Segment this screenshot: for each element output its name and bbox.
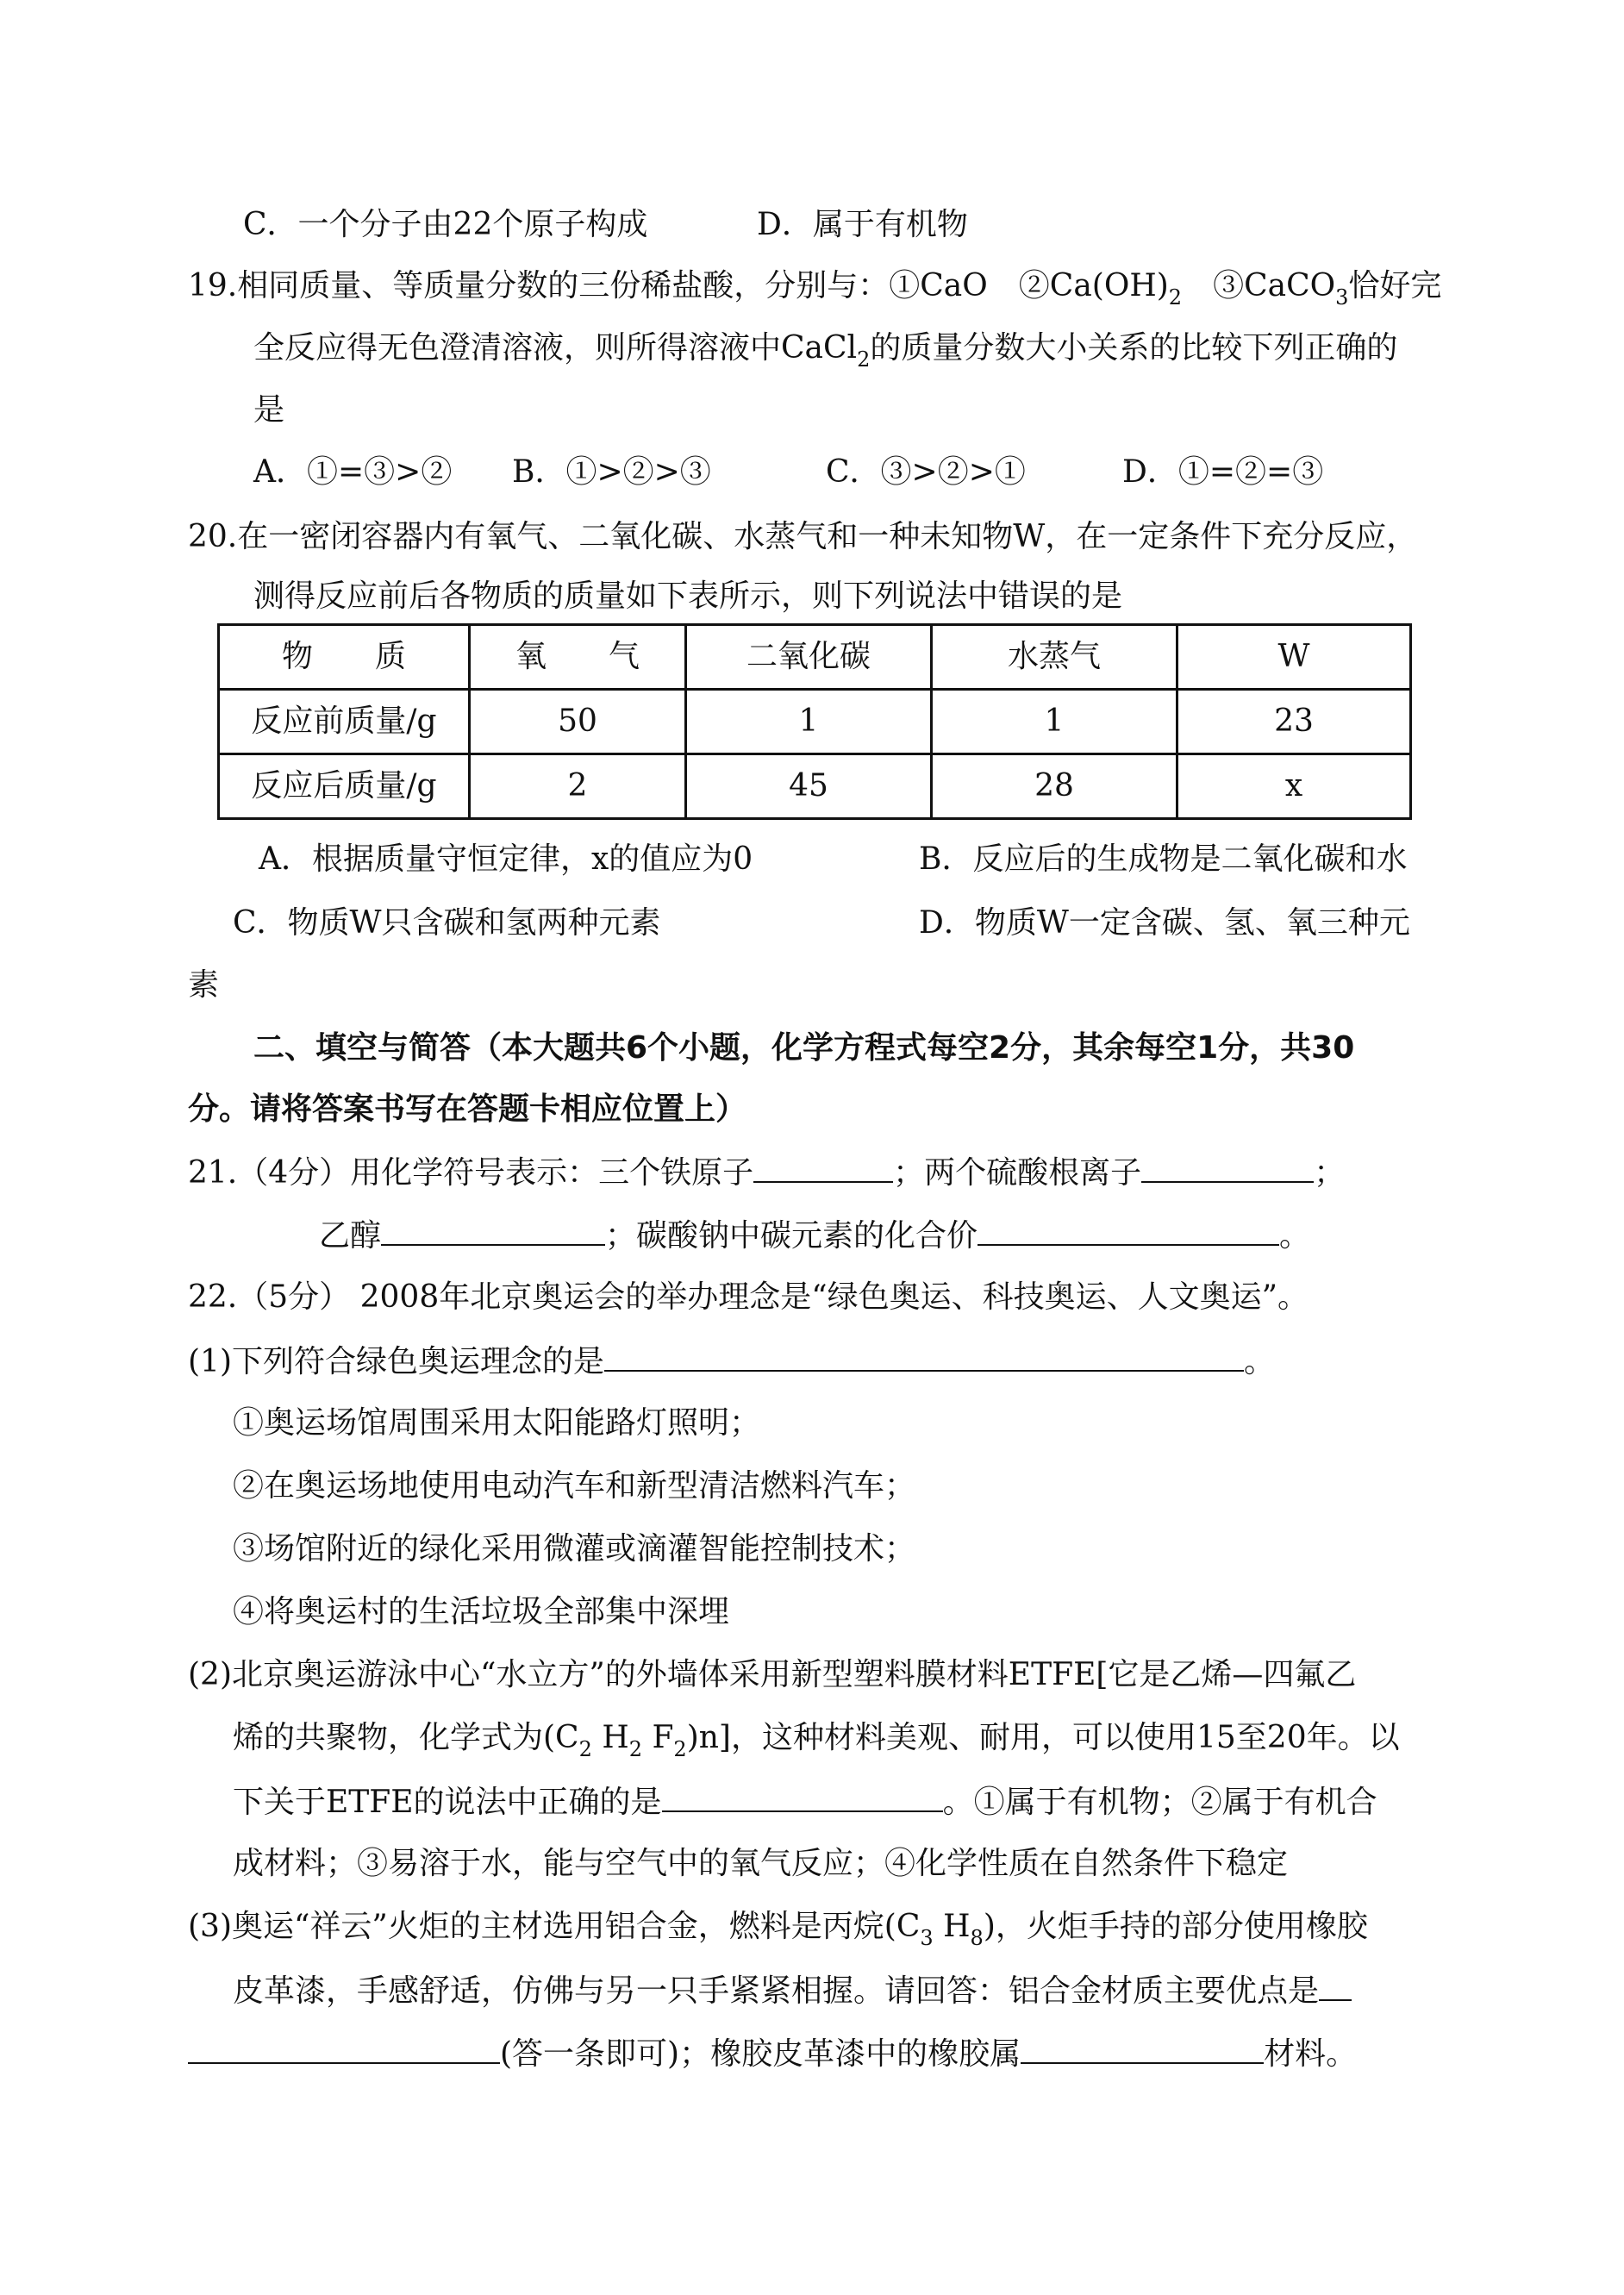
section-2-title-cont: 分。请将答案书写在答题卡相应位置上）: [188, 1091, 747, 1127]
q19-line2-b: 的质量分数大小关系的比较下列正确的: [870, 330, 1398, 366]
q22-item-4: ④将奥运村的生活垃圾全部集中深埋: [233, 1594, 730, 1629]
q19-line2-a: 全反应得无色澄清溶液，则所得溶液中CaCl: [253, 330, 858, 366]
q22-part1-text: (1)下列符合绿色奥运理念的是: [188, 1344, 604, 1379]
q20-stem-line1: 20.在一密闭容器内有氧气、二氧化碳、水蒸气和一种未知物W，在一定条件下充分反应，: [188, 519, 1418, 554]
table-header-cell: 氧 气: [470, 625, 686, 690]
q19-option-a: A．①=③>②: [253, 454, 453, 490]
q22-part2-line3: [233, 1781, 1377, 1823]
q22-blank-rubber-type[interactable]: [1021, 2033, 1264, 2064]
table-header-cell: 物 质: [219, 625, 470, 690]
q22-p3-sub1: 3: [920, 1926, 934, 1950]
q21-line2: [319, 1215, 1310, 1256]
q21-text-f: 。: [1279, 1218, 1311, 1254]
q21-text-b: ；两个硫酸根离子: [893, 1155, 1142, 1191]
q20-option-c: C．物质W只含碳和氢两种元素: [233, 905, 661, 941]
table-cell: 反应后质量/g: [219, 754, 470, 819]
table-header-cell: 水蒸气: [932, 625, 1177, 690]
q19-stem-b: ③CaCO: [1182, 268, 1336, 303]
q21-blank-carbon-valence[interactable]: [978, 1215, 1279, 1246]
q19-sub1: 2: [1168, 285, 1183, 310]
table-cell: 1: [932, 690, 1177, 754]
q21-text-a: 21.（4分）用化学符号表示：三个铁原子: [188, 1155, 754, 1191]
q22-item-3: ③场馆附近的绿化采用微灌或滴灌智能控制技术；: [233, 1531, 916, 1566]
q22-p3-text-b: H: [933, 1909, 971, 1944]
table-header-row: [219, 625, 1411, 690]
table-header-cell: W: [1177, 625, 1411, 690]
q20-option-d-cont: 素: [188, 967, 220, 1003]
table-header-cell: 二氧化碳: [686, 625, 932, 690]
table-cell: 23: [1177, 690, 1411, 754]
q19-sub2: 3: [1335, 285, 1349, 310]
table-cell: 反应前质量/g: [219, 690, 470, 754]
q19-line2: [253, 328, 1397, 371]
q22-p2-sub2: 2: [628, 1737, 642, 1761]
q22-p2-sub1: 2: [578, 1737, 592, 1761]
q22-p3-text-d: 皮革漆，手感舒适，仿佛与另一只手紧紧相握。请回答：铝合金材质主要优点是: [233, 1973, 1320, 2009]
table-cell: 2: [470, 754, 686, 819]
q22-p3-text-e: (答一条即可)；橡胶皮革漆中的橡胶属: [500, 2036, 1021, 2072]
q22-blank-alloy-advantage[interactable]: [188, 2033, 500, 2064]
q21-text-d: 乙醇: [319, 1218, 382, 1254]
q22-p2-text-c: F: [642, 1720, 674, 1755]
q18-option-c: C．一个分子由22个原子构成: [243, 207, 648, 242]
q22-part3-line1: [188, 1907, 1368, 1949]
q20-stem-line2: 测得反应前后各物质的质量如下表所示，则下列说法中错误的是: [253, 578, 1123, 614]
q22-p3-sub2: 8: [970, 1926, 984, 1950]
q21-line1: [188, 1152, 1345, 1193]
q18-option-d: D．属于有机物: [757, 207, 968, 242]
q21-text-c: ；: [1314, 1155, 1346, 1191]
q22-blank-alloy-advantage-start[interactable]: [1319, 1970, 1352, 2001]
table-cell: x: [1177, 754, 1411, 819]
q19-stem-a: 19.相同质量、等质量分数的三份稀盐酸，分别与：①CaO ②Ca(OH): [188, 268, 1169, 303]
q20-option-b: B．反应后的生成物是二氧化碳和水: [919, 841, 1408, 877]
q20-option-d: D．物质W一定含碳、氢、氧三种元: [919, 905, 1410, 941]
q20-option-a: A．根据质量守恒定律，x的值应为0: [259, 841, 753, 877]
q22-part2-line1: (2)北京奥运游泳中心“水立方”的外墙体采用新型塑料膜材料ETFE[它是乙烯—四氟乙: [188, 1657, 1357, 1692]
table-cell: 28: [932, 754, 1177, 819]
q21-blank-ethanol[interactable]: [381, 1215, 605, 1246]
q22-part3-line3: [188, 2033, 1357, 2074]
q19-line2-sub: 2: [857, 347, 871, 372]
q22-p2-text-a: 烯的共聚物，化学式为(C: [233, 1720, 579, 1755]
q22-part2-line4: 成材料；③易溶于水，能与空气中的氧气反应；④化学性质在自然条件下稳定: [233, 1846, 1289, 1881]
q22-p3-text-f: 材料。: [1264, 2036, 1358, 2072]
q22-blank-green-olympics[interactable]: [604, 1341, 1244, 1372]
q22-part3-line2: [233, 1970, 1352, 2011]
q19-option-d: D．①=②=③: [1122, 454, 1324, 490]
q21-text-e: ；碳酸钠中碳元素的化合价: [605, 1218, 978, 1254]
q22-item-2: ②在奥运场地使用电动汽车和新型清洁燃料汽车；: [233, 1468, 916, 1504]
q19-line3: 是: [253, 392, 285, 428]
q22-part1: [188, 1341, 1275, 1382]
table-cell: 45: [686, 754, 932, 819]
q22-part1-end: 。: [1244, 1344, 1276, 1379]
q22-p2-text-e: 下关于ETFE的说法中正确的是: [233, 1785, 662, 1820]
q19-option-c: C．③>②>①: [826, 454, 1026, 490]
table-cell: 50: [470, 690, 686, 754]
q19-option-b: B．①>②>③: [512, 454, 711, 490]
q22-p2-text-b: H: [591, 1720, 629, 1755]
q22-stem: 22.（5分） 2008年北京奥运会的举办理念是“绿色奥运、科技奥运、人文奥运”。: [188, 1279, 1309, 1315]
q21-blank-sulfate-ions[interactable]: [1141, 1152, 1314, 1183]
table-cell: 1: [686, 690, 932, 754]
q19-stem-c: 恰好完: [1348, 268, 1442, 303]
table-row: [219, 690, 1411, 754]
q22-p3-text-a: (3)奥运“祥云”火炬的主材选用铝合金，燃料是丙烷(C: [188, 1909, 921, 1944]
q22-p3-text-c: )，火炬手持的部分使用橡胶: [983, 1909, 1368, 1944]
q22-item-1: ①奥运场馆周围采用太阳能路灯照明；: [233, 1405, 761, 1441]
table-row: [219, 754, 1411, 819]
q22-part2-line2: [233, 1718, 1400, 1760]
section-2-title: 二、填空与简答（本大题共6个小题，化学方程式每空2分，其余每空1分，共30: [253, 1030, 1355, 1066]
q22-p2-sub3: 2: [673, 1737, 687, 1761]
q22-blank-etfe[interactable]: [662, 1781, 943, 1812]
q22-p2-text-d: )n]，这种材料美观、耐用，可以使用15至20年。以: [686, 1720, 1400, 1755]
q22-p2-text-f: 。①属于有机物；②属于有机合: [942, 1785, 1377, 1820]
q21-blank-iron-atoms[interactable]: [753, 1152, 893, 1183]
q19-stem: [188, 266, 1441, 309]
mass-table: [217, 623, 1412, 820]
